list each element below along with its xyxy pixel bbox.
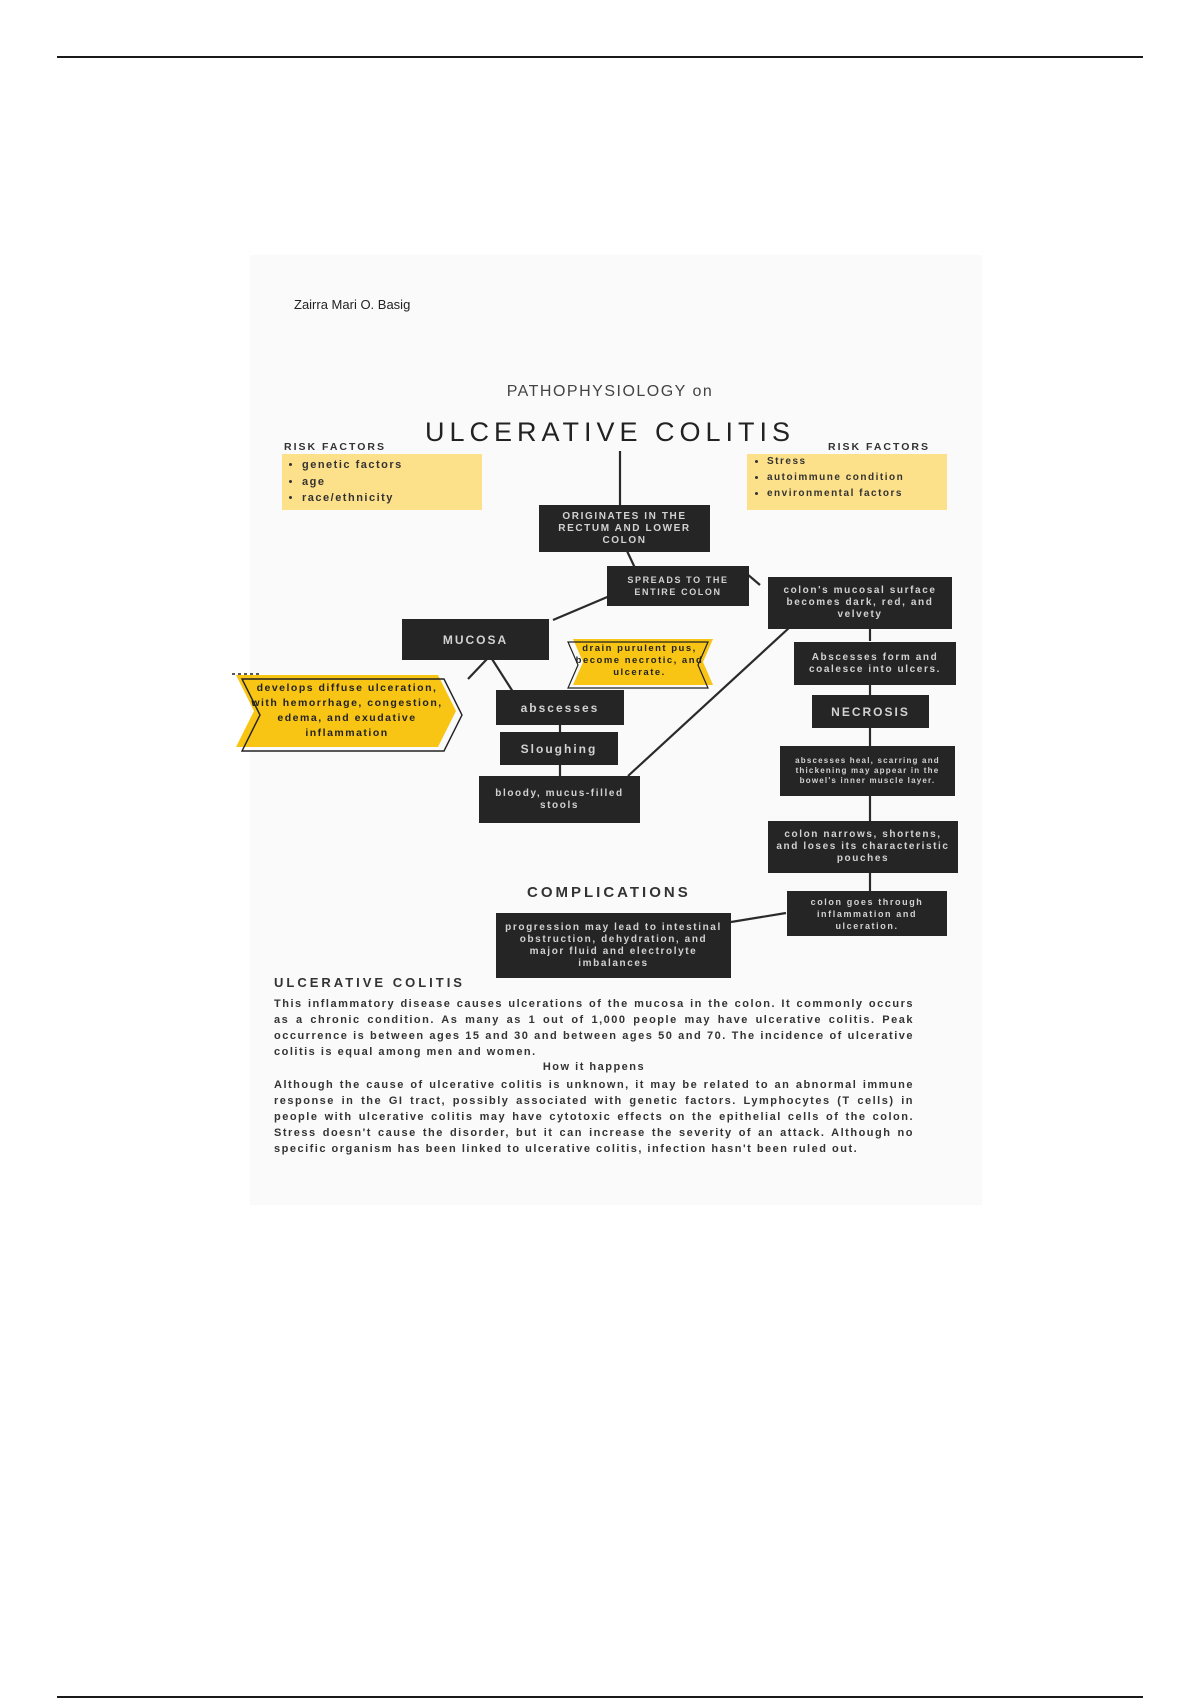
node-goes-through: colon goes through inflammation and ulceration. xyxy=(787,891,947,936)
summary-paragraph-2: Although the cause of ulcerative colitis is unknown, it may be related to an abnormal immune response in the GI tract, possibly associated with genetic factors. Lymphocytes (T cells) in people with ulcerative colitis may have cytotoxic effects on the epithelial cells of the colon. Stress doesn't cause the disorder, but it can increase the severity of an attack. Although no specific organism has been linked to ulcerative colitis, infection hasn't been ruled out. xyxy=(274,1079,914,1155)
author-name: Zairra Mari O. Basig xyxy=(294,297,411,312)
top-rule xyxy=(57,56,1143,58)
node-spreads: SPREADS TO THE ENTIRE COLON xyxy=(607,566,749,606)
node-necrosis: NECROSIS xyxy=(812,695,929,728)
risk-factors-left-box xyxy=(282,454,482,510)
poster xyxy=(250,255,982,1205)
node-sloughing: Sloughing xyxy=(500,732,618,765)
risk-factor-item: • autoimmune condition xyxy=(767,470,947,486)
node-progression: progression may lead to intestinal obstruction, dehydration, and major fluid and electrolyte imbalances xyxy=(496,913,731,978)
node-mucosa: MUCOSA xyxy=(402,619,549,660)
risk-factor-item: • age xyxy=(302,474,482,491)
risk-factor-item: • Stress xyxy=(767,454,947,470)
node-drain: drain purulent pus, become necrotic, and ulcerate. xyxy=(575,643,704,678)
risk-factors-right-label: RISK FACTORS xyxy=(828,441,930,453)
risk-factor-item: • environmental factors xyxy=(767,486,947,502)
node-develops: develops diffuse ulceration, with hemorrhage, congestion, edema, and exudative inflammation xyxy=(251,682,443,739)
risk-factor-item: • genetic factors xyxy=(302,457,482,474)
risk-factors-left-label: RISK FACTORS xyxy=(284,441,386,453)
summary-paragraph-1: This inflammatory disease causes ulcerations of the mucosa in the colon. It commonly occurs as a chronic condition. As many as 1 out of 1,000 people may have ulcerative colitis. Peak occurrence is between ages 15 and 30 and between ages 50 and 70. The incidence of ulcerative colitis is equal among men and women. xyxy=(274,998,914,1058)
diagram-title: ULCERATIVE COLITIS xyxy=(424,417,796,447)
risk-factors-right-box xyxy=(747,454,947,510)
bottom-rule xyxy=(57,1696,1143,1698)
summary-title: ULCERATIVE COLITIS xyxy=(274,975,465,990)
node-heal: abscesses heal, scarring and thickening may appear in the bowel's inner muscle layer. xyxy=(780,746,955,796)
diagram-subtitle: PATHOPHYSIOLOGY on xyxy=(506,383,714,400)
node-originates: ORIGINATES IN THE RECTUM AND LOWER COLON xyxy=(539,505,710,552)
node-velvety: colon's mucosal surface becomes dark, red, and velvety xyxy=(768,577,952,629)
risk-factor-item: • race/ethnicity xyxy=(302,490,482,507)
complications-label: COMPLICATIONS xyxy=(527,884,691,901)
node-bloody: bloody, mucus-filled stools xyxy=(479,776,640,823)
how-it-happens-heading: How it happens xyxy=(542,1061,646,1073)
node-abscesses: abscesses xyxy=(496,690,624,725)
node-narrows: colon narrows, shortens, and loses its characteristic pouches xyxy=(768,821,958,873)
node-abscesses-form: Abscesses form and coalesce into ulcers. xyxy=(794,642,956,685)
